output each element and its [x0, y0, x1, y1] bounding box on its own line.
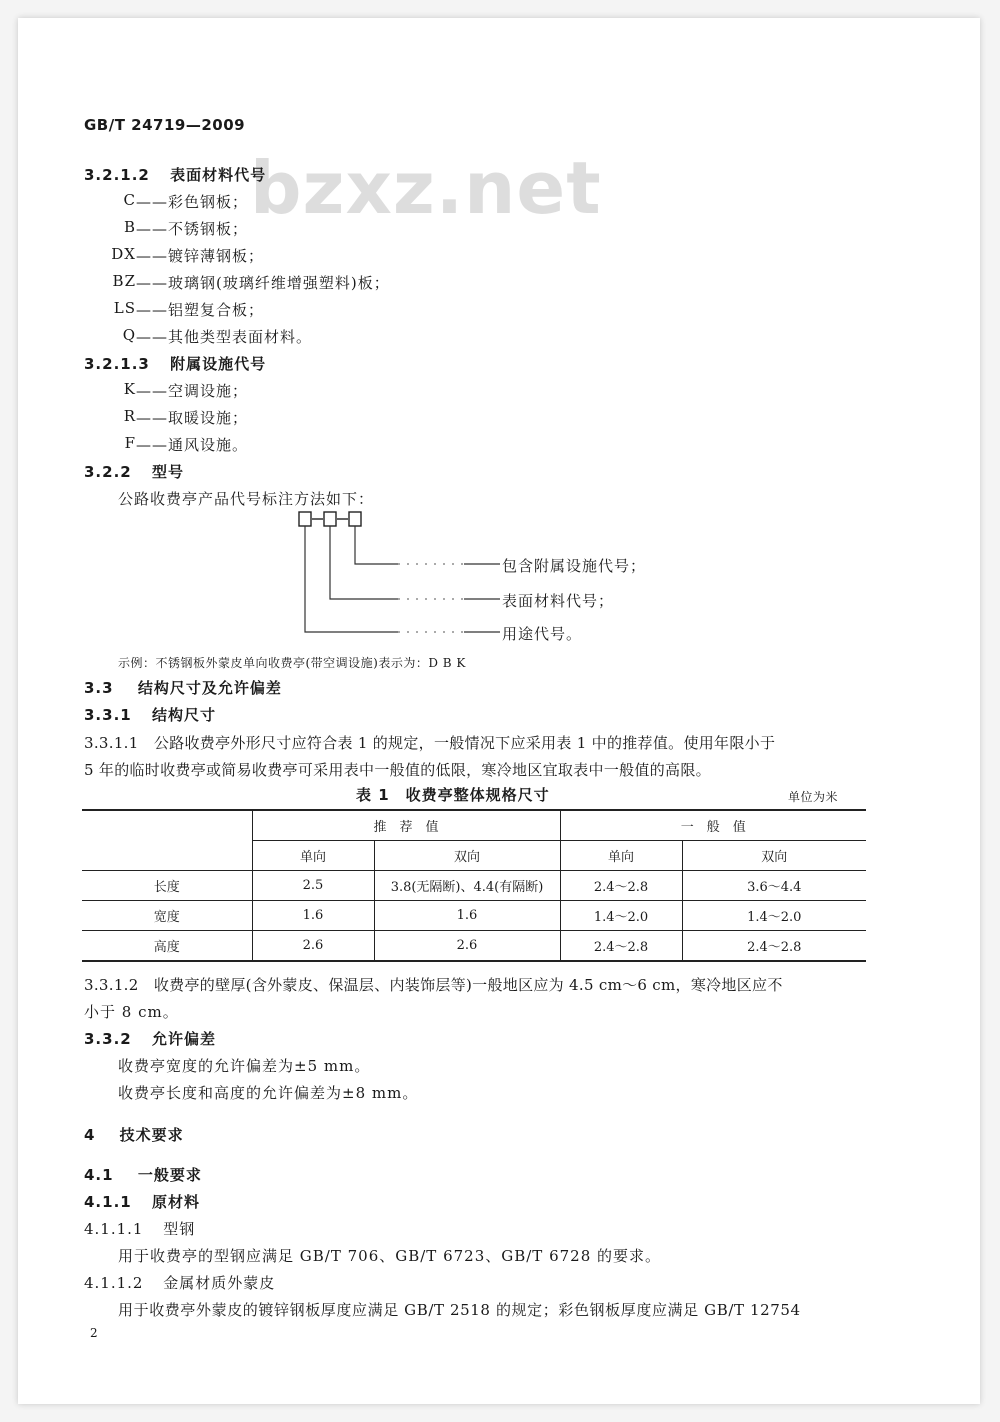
spec-table: [82, 809, 866, 962]
code-description: ——空调设施；: [136, 382, 249, 400]
table-row: [82, 871, 866, 901]
tolerance-width: 收费亭宽度的允许偏差为±5 mm。: [118, 1057, 371, 1075]
section-title: 技术要求: [119, 1126, 184, 1144]
code-letter: K: [123, 380, 136, 398]
paragraph-3-3-1-1-line2: 5 年的临时收费亭或简易收费亭可采用表中一般值的低限，寒冷地区宜取表中一般值的高限。: [84, 761, 711, 779]
code-letter: C: [123, 191, 136, 209]
table-subheader: 双向: [374, 841, 560, 871]
table-row: [82, 931, 866, 962]
section-number: 3.3: [84, 679, 114, 697]
code-letter: R: [123, 407, 136, 425]
model-example: 示例：不锈钢板外蒙皮单向收费亭(带空调设施)表示为：D B K: [118, 656, 466, 670]
table-header-row: [82, 810, 866, 841]
table-subheader: 单向: [560, 841, 682, 871]
section-number: 4.1: [84, 1166, 114, 1184]
code-letter: LS: [113, 299, 136, 317]
table-cell: 1.6: [252, 901, 374, 931]
code-letter: BZ: [112, 272, 136, 290]
leader-line-1: [305, 526, 398, 632]
section-title: 结构尺寸: [151, 706, 216, 724]
paragraph-4-1-1-1: 用于收费亭的型钢应满足 GB/T 706、GB/T 6723、GB/T 6728 的要求。: [118, 1247, 662, 1265]
table-cell: 2.4～2.8: [560, 931, 682, 962]
code-description: ——不锈钢板；: [136, 220, 249, 238]
table-subheader: 单向: [252, 841, 374, 871]
table-subheader: 双向: [682, 841, 866, 871]
section-number: 3.2.1.2: [84, 166, 150, 184]
section-title: 附属设施代号: [170, 355, 267, 373]
leader-line-3: [355, 526, 398, 564]
section-number: 4: [84, 1126, 96, 1144]
section-title: 结构尺寸及允许偏差: [137, 679, 282, 697]
table-group-header: 一 般 值: [560, 810, 866, 841]
section-title: 表面材料代号: [170, 166, 267, 184]
paragraph-3-3-1-1-line1: 3.3.1.1 公路收费亭外形尺寸应符合表 1 的规定，一般情况下应采用表 1 中的推荐值。使用年限小于: [84, 734, 776, 752]
table-cell: 长度: [82, 871, 252, 901]
code-box-3: [349, 512, 361, 526]
paragraph-3-3-1-2-line2: 小于 8 cm。: [84, 1003, 179, 1021]
section-4-heading: [84, 1124, 184, 1145]
section-title: 型钢: [163, 1220, 196, 1238]
diagram-label-usage: 用途代号。: [502, 625, 583, 643]
table-row: [82, 901, 866, 931]
table-cell: 高度: [82, 931, 252, 962]
section-number: 4.1.1.2: [84, 1274, 144, 1292]
code-description: ——取暖设施；: [136, 409, 249, 427]
section-4-1-heading: [84, 1164, 202, 1185]
section-3-2-1-2-heading: [84, 164, 266, 185]
paragraph-4-1-1-2: 用于收费亭外蒙皮的镀锌钢板厚度应满足 GB/T 2518 的规定；彩色钢板厚度应满足 GB/T 12754: [118, 1301, 801, 1319]
section-4-1-1-1-heading: [84, 1218, 195, 1239]
code-letter: B: [123, 218, 136, 236]
table-cell: 宽度: [82, 901, 252, 931]
tolerance-length-height: 收费亭长度和高度的允许偏差为±8 mm。: [118, 1084, 419, 1102]
section-number: 3.3.2: [84, 1030, 132, 1048]
section-3-3-heading: [84, 677, 282, 698]
model-intro: 公路收费亭产品代号标注方法如下：: [118, 490, 375, 508]
section-title: 金属材质外蒙皮: [163, 1274, 276, 1292]
section-number: 4.1.1.1: [84, 1220, 144, 1238]
code-description: ——镀锌薄钢板；: [136, 247, 265, 265]
diagram-label-facility: 包含附属设施代号；: [502, 557, 647, 575]
section-3-2-1-3-heading: [84, 353, 266, 374]
table-cell: 1.4～2.0: [682, 901, 866, 931]
section-number: 3.2.1.3: [84, 355, 150, 373]
standard-number: GB/T 24719—2009: [84, 116, 246, 134]
page-number: 2: [90, 1326, 99, 1340]
section-title: 原材料: [151, 1193, 200, 1211]
table-cell: 3.8(无隔断)、4.4(有隔断): [374, 871, 560, 901]
code-description: ——彩色钢板；: [136, 193, 249, 211]
table-unit: 单位为米: [788, 790, 839, 804]
paragraph-3-3-1-2-line1: 3.3.1.2 收费亭的壁厚(含外蒙皮、保温层、内装饰层等)一般地区应为 4.5 cm～6 cm，寒冷地区应不: [84, 976, 783, 994]
table-cell: 1.4～2.0: [560, 901, 682, 931]
diagram-label-surface: 表面材料代号；: [502, 592, 615, 610]
section-title: 一般要求: [137, 1166, 202, 1184]
section-title: 允许偏差: [151, 1030, 216, 1048]
section-3-3-1-heading: [84, 704, 216, 725]
section-3-3-2-heading: [84, 1028, 216, 1049]
table-cell: 2.5: [252, 871, 374, 901]
section-title: 型号: [151, 463, 184, 481]
section-number: 3.2.2: [84, 463, 132, 481]
table-cell: 1.6: [374, 901, 560, 931]
table-cell: 3.6～4.4: [682, 871, 866, 901]
section-number: 4.1.1: [84, 1193, 132, 1211]
code-letter: F: [124, 434, 136, 452]
section-4-1-1-heading: [84, 1191, 200, 1212]
table-caption: 表 1 收费亭整体规格尺寸: [356, 786, 550, 804]
section-3-2-2-heading: [84, 461, 184, 482]
table-cell: 2.6: [374, 931, 560, 962]
watermark: bzxz.net: [250, 146, 602, 230]
code-description: ——玻璃钢(玻璃纤维增强塑料)板；: [136, 274, 390, 292]
code-letter: Q: [122, 326, 136, 344]
table-cell: 2.4～2.8: [682, 931, 866, 962]
table-cell: 2.6: [252, 931, 374, 962]
code-letter: DX: [111, 245, 136, 263]
code-description: ——其他类型表面材料。: [136, 328, 313, 346]
document-page: [18, 18, 980, 1404]
code-box-1: [299, 512, 311, 526]
table-group-header: 推 荐 值: [252, 810, 560, 841]
section-4-1-1-2-heading: [84, 1272, 275, 1293]
code-box-2: [324, 512, 336, 526]
leader-line-2: [330, 526, 398, 599]
table-cell: 2.4～2.8: [560, 871, 682, 901]
table-corner-cell: [82, 810, 252, 871]
section-number: 3.3.1: [84, 706, 132, 724]
code-description: ——铝塑复合板；: [136, 301, 265, 319]
code-description: ——通风设施。: [136, 436, 249, 454]
